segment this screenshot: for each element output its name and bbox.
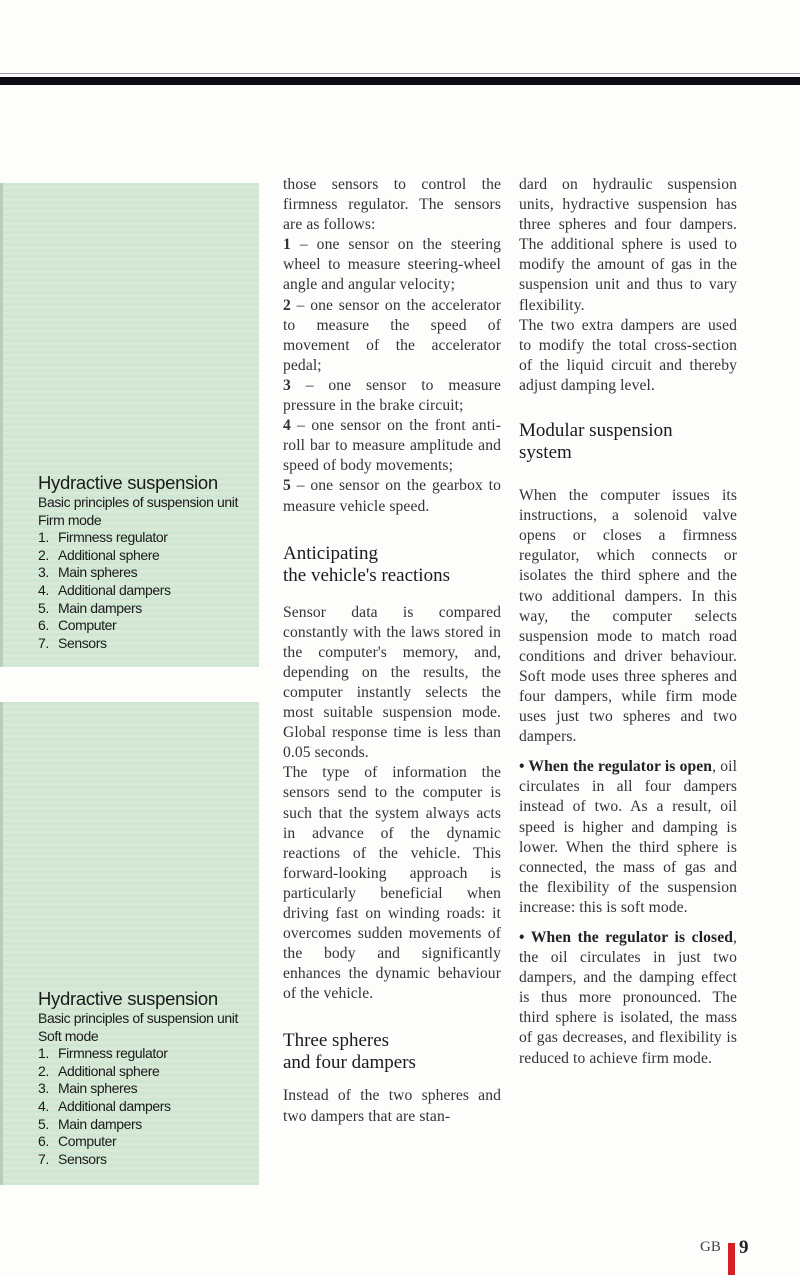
legend-item: 2. Additional sphere xyxy=(38,546,160,563)
caption-legend-list xyxy=(38,1045,260,1168)
paragraph: Instead of the two spheres and two dampers that are stan- xyxy=(283,1087,501,1125)
header-thin-rule xyxy=(0,73,800,74)
legend-item: 5. Main dampers xyxy=(38,599,142,616)
legend-item: 4. Additional dampers xyxy=(38,581,171,598)
caption-legend-list xyxy=(38,529,260,652)
sensor-item: 1 – one sensor on the steering wheel to measure steering-wheel angle and angular velocity; xyxy=(283,236,501,294)
caption-firm-mode xyxy=(38,472,260,652)
language-code: GB xyxy=(700,1239,721,1255)
legend-item: 3. Main spheres xyxy=(38,1080,138,1097)
legend-item: 1. Firmness regulator xyxy=(38,1045,168,1062)
paragraph: dard on hydraulic suspension units, hydractive suspension has three spheres and four dampers. The additional sphere is used to modify the amount of gas in the suspension unit and thus to vary flexibility. xyxy=(519,176,737,314)
legend-item: 7. Sensors xyxy=(38,1150,107,1167)
section-heading-three-spheres: Three spheres and four dampers xyxy=(283,1030,416,1074)
header-thick-rule xyxy=(0,77,800,85)
paragraph: When the computer issues its instructions, a solenoid valve opens or closes a firmness regulator, which connects or isolates the third sphere and the two additional dampers. In this way, the computer selects suspension mode to match road conditions and driver behaviour. Soft mode uses three spheres and four dampers, while firm mode uses just two spheres and two dampers. xyxy=(519,487,737,746)
sensor-item: 3 – one sensor to measure pressure in the brake circuit; xyxy=(283,376,501,415)
caption-title: Hydractive suspension xyxy=(38,472,218,493)
legend-item: 7. Sensors xyxy=(38,634,107,651)
caption-mode: Firm mode xyxy=(38,511,102,528)
paragraph-sensors-intro: those sensors to control the firmness regulator. The sensors are as follows: xyxy=(283,176,501,234)
paragraph: The two extra dampers are used to modify the total cross-section of the liquid circuit and thereby adjust damping level. xyxy=(519,316,737,394)
legend-item: 1. Firmness regulator xyxy=(38,529,168,546)
section-heading-anticipating: Anticipating the vehicle's reactions xyxy=(283,542,450,586)
legend-item: 6. Computer xyxy=(38,617,117,634)
caption-title: Hydractive suspension xyxy=(38,988,218,1009)
legend-item: 5. Main dampers xyxy=(38,1115,142,1132)
accent-bar xyxy=(728,1243,735,1275)
text-column-1 xyxy=(283,175,501,1127)
sensor-item: 5 – one sensor on the gearbox to measure vehicle speed. xyxy=(283,477,501,515)
section-heading-modular: Modular suspension system xyxy=(519,420,673,464)
caption-subtitle: Basic principles of suspension unit xyxy=(38,494,239,510)
text-column-2 xyxy=(519,175,737,1069)
legend-item: 2. Additional sphere xyxy=(38,1062,160,1079)
paragraph: Sensor data is compared constantly with the laws stored in the computer's memory, and, depending on the results, the computer instantly selects the most suitable suspension mode. Global response time is less than 0.05 seconds. xyxy=(283,603,501,762)
caption-mode: Soft mode xyxy=(38,1027,99,1044)
bullet-regulator-closed: • When the regulator is closed, the oil circulates in just two dampers, and the damping effect is thus more pronounced. The third sphere is isolated, the mass of gas decreases, and flexibility is reduced to achieve firm mode. xyxy=(519,929,737,1067)
paragraph: The type of information the sensors send to the computer is such that the system always acts in advance of the dynamic reactions of the vehicle. This forward-looking approach is particularly beneficial when driving fast on winding roads: it overcomes sudden movements of the body and significantly enhances the dynamic behaviour of the vehicle. xyxy=(283,764,501,1003)
sensor-item: 2 – one sensor on the accelerator to measure the speed of movement of the accelerator pedal; xyxy=(283,296,501,374)
caption-soft-mode xyxy=(38,988,260,1168)
legend-item: 4. Additional dampers xyxy=(38,1097,171,1114)
caption-subtitle: Basic principles of suspension unit xyxy=(38,1010,239,1026)
legend-item: 3. Main spheres xyxy=(38,564,138,581)
sensor-item: 4 – one sensor on the front anti-roll bar to measure amplitude and speed of body movements; xyxy=(283,417,501,475)
legend-item: 6. Computer xyxy=(38,1133,117,1150)
page-number: 9 xyxy=(739,1237,749,1258)
bullet-regulator-open: • When the regulator is open, oil circulates in all four dampers instead of two. As a result, oil speed is higher and damping is lower. When the third sphere is connected, the mass of gas and the flexibility of the suspension increase: this is soft mode. xyxy=(519,758,737,916)
